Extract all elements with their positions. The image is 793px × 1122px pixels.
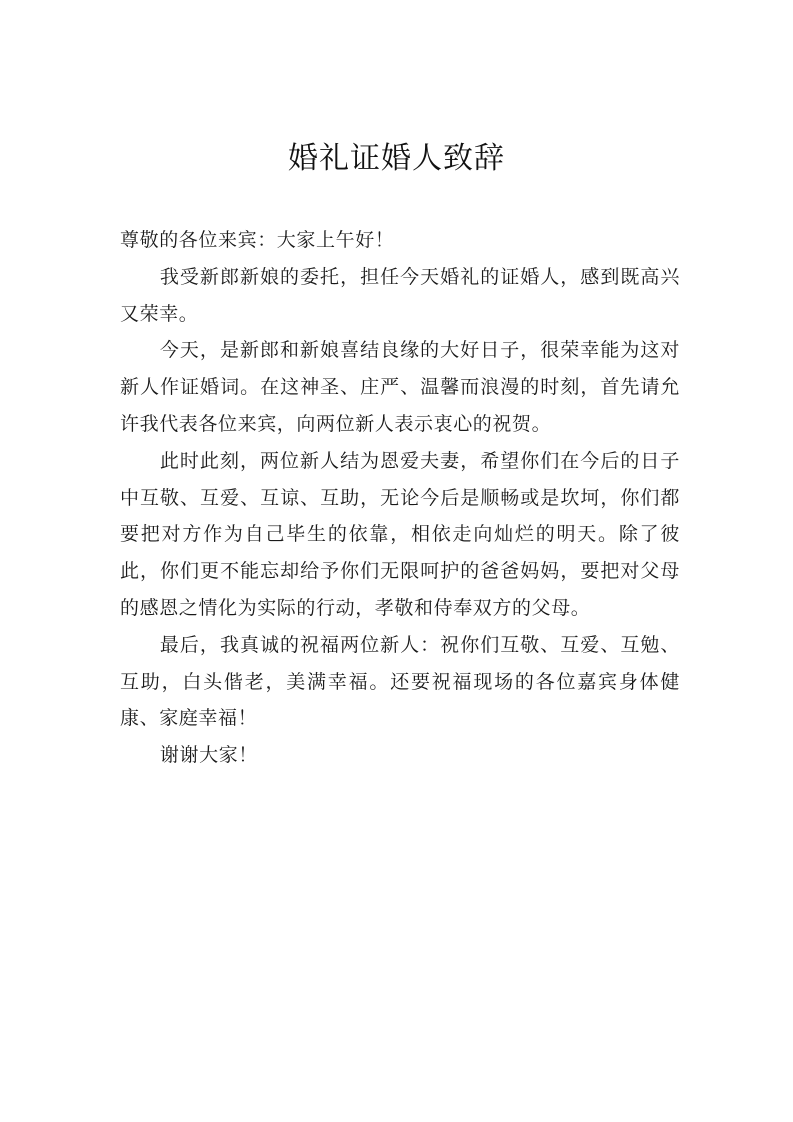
paragraph-3: 此时此刻，两位新人结为恩爱夫妻，希望你们在今后的日子中互敬、互爱、互谅、互助，无论今后是顺畅或是坎坷，你们都要把对方作为自己毕生的依靠，相依走向灿烂的明天。除了彼此，你们更不能忘却给予你们无限呵护的爸爸妈妈，要把对父母的感恩之情化为实际的行动，孝敬和侍奉双方的父母。 bbox=[120, 449, 680, 619]
paragraph-2: 今天，是新郎和新娘喜结良缘的大好日子，很荣幸能为这对新人作证婚词。在这神圣、庄严、温馨而浪漫的时刻，首先请允许我代表各位来宾，向两位新人表示衷心的祝贺。 bbox=[120, 339, 680, 435]
document-body bbox=[120, 222, 680, 774]
paragraph-4: 最后，我真诚的祝福两位新人：祝你们互敬、互爱、互勉、互助，白头偕老，美满幸福。还要祝福现场的各位嘉宾身体健康、家庭幸福！ bbox=[120, 633, 680, 730]
paragraph-1: 我受新郎新娘的委托，担任今天婚礼的证婚人，感到既高兴又荣幸。 bbox=[120, 265, 680, 325]
greeting-line: 尊敬的各位来宾：大家上午好！ bbox=[120, 229, 395, 251]
document-title: 婚礼证婚人致辞 bbox=[288, 141, 505, 176]
closing-line: 谢谢大家！ bbox=[159, 744, 258, 767]
